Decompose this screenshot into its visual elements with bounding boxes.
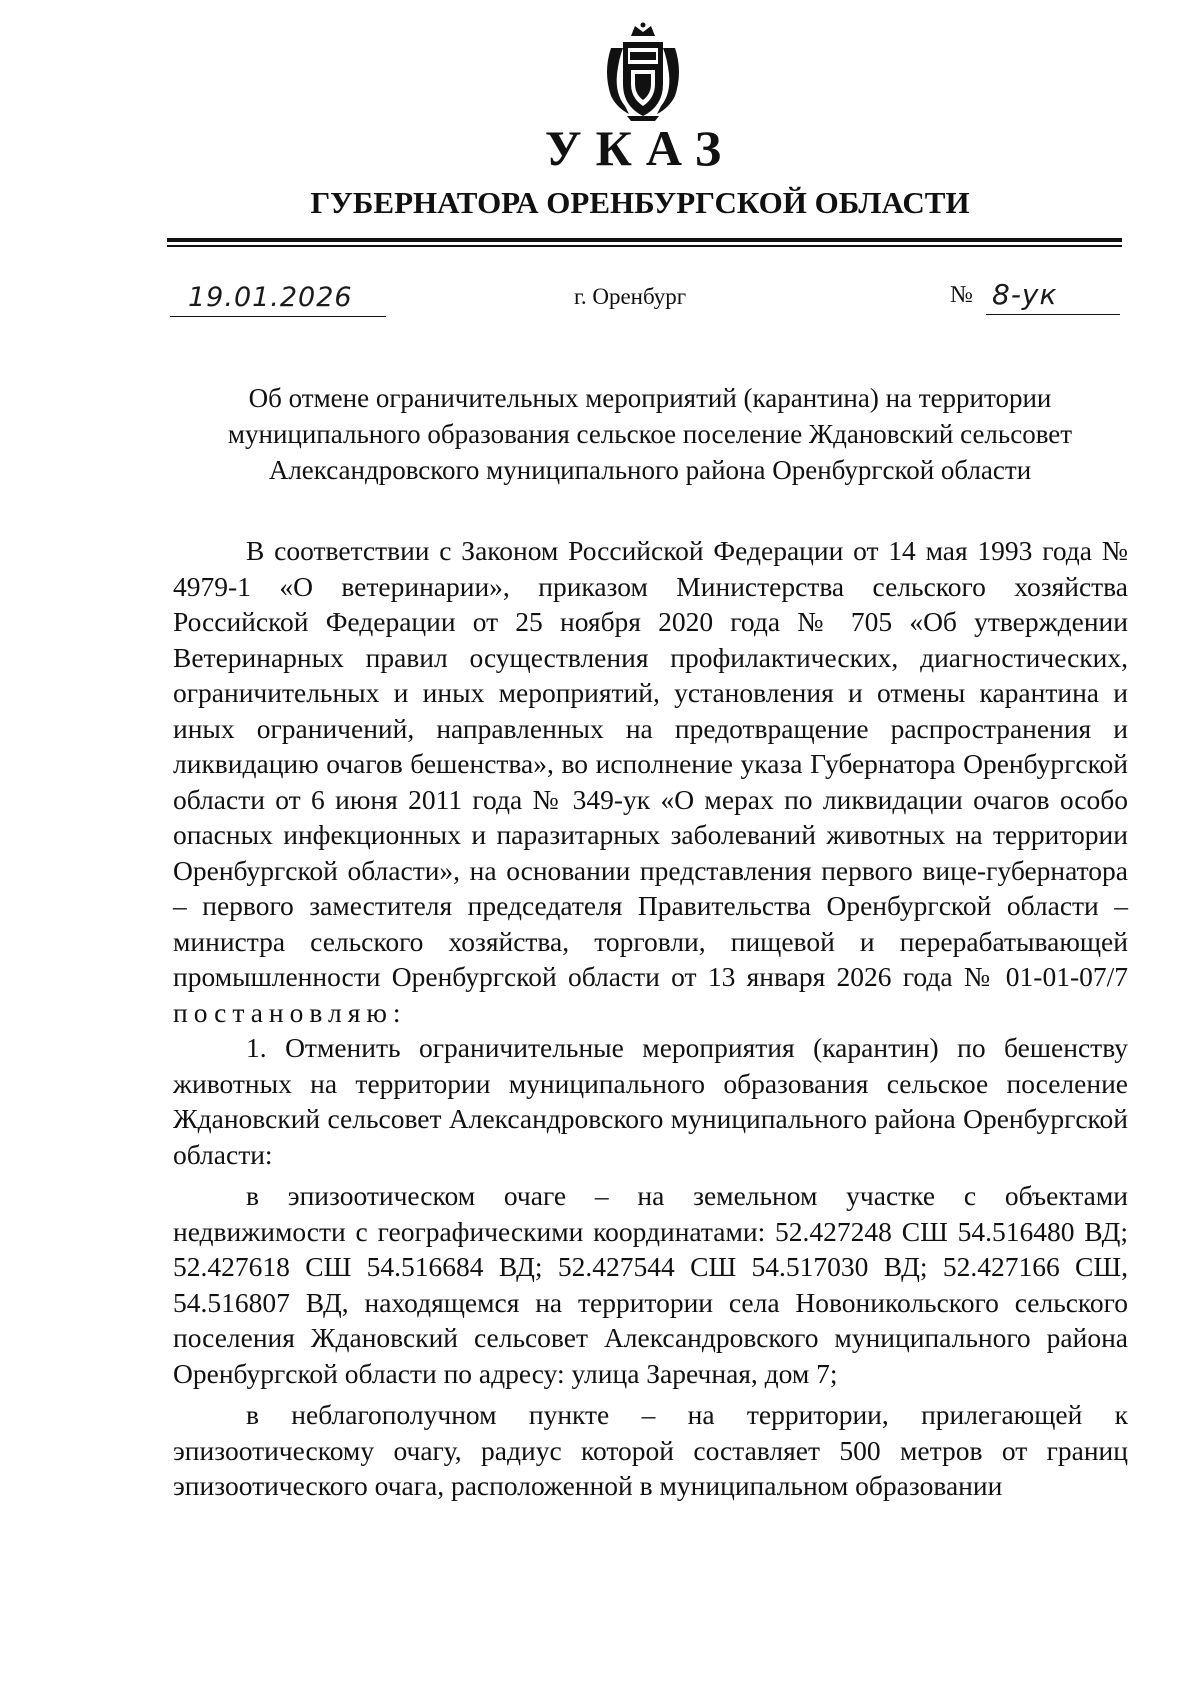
decree-word: постановляю: [173,996,407,1028]
document-type: УКАЗ [544,120,736,176]
preamble-paragraph [173,533,1128,1030]
subject-line: муниципального образования сельское поселение Ждановский сельсовет [227,419,1073,449]
header-rule-thin [167,245,1122,247]
date-field [170,282,386,317]
number-field [950,280,1120,314]
handwritten-number: 8-ук [992,278,1058,311]
preamble-text: В соответствии с Законом Российской Федерации от 14 мая 1993 года № 4979-1 «О ветеринарии», приказом Министерства сельского хозяйства Российской Федерации от 25 ноября 2020 года № 705 «Об утверждении Ветеринарных правил осуществления профилактических, диагностических, ограничительных и иных мероприятий, установления и отмены карантина и иных ограничений, направленных на предотвращение распространения и ликвидацию очагов бешенства», во исполнение указа Губернатора Оренбургской области от 6 июня 2011 года № 349-ук «О мерах по ликвидации очагов особо опасных инфекционных и паразитарных заболеваний животных на территории Оренбургской области», на основании представления первого вице-губернатора – первого заместителя председателя Правительства Оренбургской области – министра сельского хозяйства, торговли, пищевой и перерабатывающей промышленности Оренбургской области от 13 января 2026 года № 01-01-07/7 [173,535,1128,992]
handwritten-date: 19.01.2026 [188,282,353,313]
number-label: № [950,282,973,308]
coat-of-arms-icon [601,22,685,122]
issuer-title: ГУБЕРНАТОРА ОРЕНБУРГСКОЙ ОБЛАСТИ [310,185,970,220]
item-1: 1. Отменить ограничительные мероприятия (карантин) по бешенству животных на территории муниципального образования сельское поселение Ждановский сельсовет Александровского муниципального района Оренбургской области: [173,1032,1128,1170]
decree-subject [170,380,1130,488]
subject-line: Александровского муниципального района Оренбургской области [268,455,1032,485]
header-rule-thick [167,238,1122,242]
subject-line: Об отмене ограничительных мероприятий (карантина) на территории [248,383,1052,413]
decree-body [173,533,1128,1504]
item-1-clause-outbreak: в эпизоотическом очаге – на земельном участке с объектами недвижимости с географическими координатами: 52.427248 СШ 54.516480 ВД; 52.427618 СШ 54.516684 ВД; 52.427544 СШ 54.517030 ВД; 52.427166 СШ, 54.516807 ВД, находящемся на территории села Новоникольского сельского поселения Ждановский сельсовет Александровского муниципального района Оренбургской области по адресу: улица Заречная, дом 7; [173,1180,1128,1389]
city: г. Оренбург [574,284,687,309]
number-underline [986,280,1120,315]
item-1-clause-area: в неблагополучном пункте – на территории, прилегающей к эпизоотическому очагу, радиус которой составляет 500 метров от границ эпизоотического очага, расположенной в муниципальном образовании [173,1399,1128,1501]
